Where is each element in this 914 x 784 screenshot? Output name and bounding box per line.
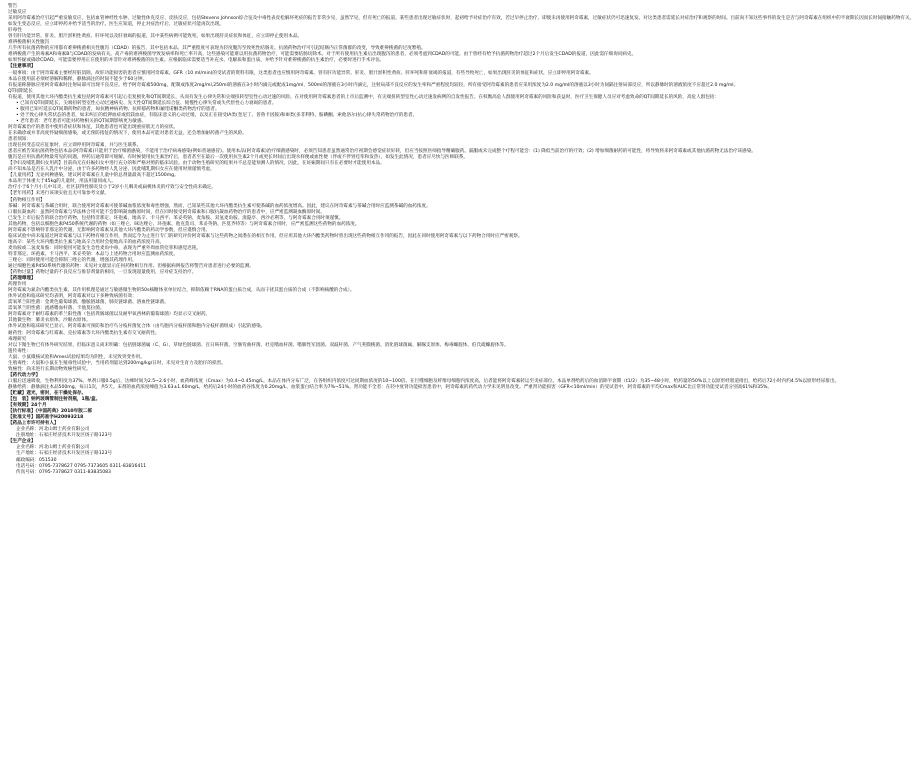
document-line: 企业名称：河北山姆士药业有限公司 xyxy=(16,427,90,433)
document-line: 静脉给药：静脉滴注本品500mg，每日1次，共5天。末剂的血药浓度峰值为3.63±1.60mg/L，给药后24小时的血药谷浓度为0.20mg/L，血浆蛋白结合率为7%~51%。肾功能不全者：在轻中度肾功能损害患者中，阿奇霉素的药代动力学未见明显改变。严重肾功能损害（GFR<10ml/min）的受试者中，阿奇霉素的平均Cmax和AUC比正常肾功能受试者分别高61%和35%。 xyxy=(8,384,772,390)
document-line: 【包 装】钠钙玻璃管制注射剂瓶，1瓶/盒。 xyxy=(8,397,101,403)
document-line: 尚不知本品是否在人乳汁中分泌，由于许多药物经人乳分泌，因此哺乳期妇女应在使用时须谨慎考虑。 xyxy=(8,167,215,173)
document-line: 警告 xyxy=(8,4,18,9)
document-line: 致癌性：尚未进行长期动物致癌性研究。 xyxy=(8,366,91,372)
document-line: 大鼠、小鼠微核试验和Ames试验结果均为阴性，未见致突变作用。 xyxy=(8,354,145,360)
document-line: QT间期延长 xyxy=(8,88,33,94)
document-line: 三唑仑：同时使用可能会抑制三唑仑的代谢，增强其药理作用。 xyxy=(8,257,137,263)
document-line: 地高辛：某些大环内酯类抗生素与地高辛合用时会使地高辛的血药浓度升高。 xyxy=(8,239,165,245)
document-line: 传真号码：0795-7378627 0311-83835083 xyxy=(16,469,111,475)
document-line: • 服用已知可延长QT间期药物的患者，如抗精神病药物、抗抑郁药物和氟喹诺酮类药物治疗的患者。 xyxy=(16,106,220,112)
document-line: 需氧革兰阳性菌：金黄色葡萄球菌、酿脓链球菌、肺炎链球菌、溶血性链球菌。 xyxy=(8,300,169,306)
document-line: 出现任何变态反应征象时，应立即停用阿奇霉素，并与医生联系。 xyxy=(8,143,142,149)
document-line: 有报道称静脉应用阿奇霉素时注射局部可出现不良反应。给予阿奇霉素500mg，配制成浓度2mg/ml,250ml的溶液在3小时内滴完或配成1mg/ml，500ml的溶液在3小时内滴完，注射局部不良反应的发生率和严重程度均较轻。所有接受阿奇霉素的患者应采用浓度为2.0 mg/ml的溶液以3小时为间隔注射局部反应，所以静脉时的溶液浓度不应超过2.0 mg/ml。 xyxy=(8,82,739,88)
document-line: 麦角胺或二氢麦角胺：同时使用可能发生急性麦角中毒，表现为严重外周血管痉挛和感觉迟钝。 xyxy=(8,245,201,251)
document-line: 几乎所有抗菌药物的应用都有难辨梭菌相关性腹泻（CDAD）的报告，其中包括本品。其严重程度可表现为轻度腹泻至致死性结肠炎。抗菌药物治疗可引起结肠内正常菌群的改变，导致难辨梭菌的过度繁殖。 xyxy=(8,46,426,52)
document-line: 【老年用药】未进行该项实验且无可靠参考文献。 xyxy=(8,191,110,197)
document-line: 遗传毒性： xyxy=(8,348,31,354)
document-line: 【生产企业】 xyxy=(8,439,36,445)
document-line: 通过细胞色素P450系统代谢的药物：未见对文献显示任何药物相互作用。但根据病例报告将警告对患者进行必要的监测。 xyxy=(8,264,254,270)
document-line: 耐药性：阿奇霉素与红霉素、克拉霉素等大环内酯类抗生素有交叉耐药性。 xyxy=(8,330,160,336)
document-line: 如发生变态反应，应立即停药并给予适当的治疗。医生应知道，停止对症治疗后，过敏症状可能再次出现。 xyxy=(8,22,224,28)
document-line: 【药品上市许可持有人】 xyxy=(8,421,59,427)
document-line: 【药物相互作用】 xyxy=(8,197,45,203)
document-line: 口服后迅速吸收，生物利用度为37%。单剂口服0.5g后，达峰时间为2.5~2.6小时，血药峰浓度（Cmax）为0.4~0.45mg/L。本品在体内分布广泛，在各组织内浓度可达同期血浓度的10~100倍。在巨噬细胞及纤维母细胞内浓度高，后者能将阿奇霉素转运至炎症部位。本品单剂给药后的血消除半衰期（t1/2）为35~48小时，给药量的50%以上以原形经胆道排出，给药后72小时内约4.5%以原形经尿排出。 xyxy=(8,378,840,384)
document-line: 一般事项：由于阿奇霉素主要经肝脏消除，故肝功能损害的患者应慎用阿奇霉素。GFR（10 ml/min)的受试者的资料有限，这类患者也应慎用阿奇霉素。曾有肝功能异常、肝炎、胆汁淤积性黄疸、肝坏死和肝衰竭的报道，有些导致死亡，如果出现肝炎的体征和症状，应立即停用阿奇霉素。 xyxy=(8,70,594,76)
document-line: 难辨梭菌相关性腹泻 xyxy=(8,40,50,46)
document-line: 【孕妇及哺乳期妇女用药】目前尚无在妊娠妇女中进行充分的和严格对照的临床试验。由于动物生殖研究的结果并不总是能预测人的情况，因此，在妊娠期间只有在必要时才能使用本品。 xyxy=(8,161,385,167)
document-line: 毒理研究 xyxy=(8,336,27,342)
document-line: 患者应被告知抗菌药物包括本品(阿奇霉素)只能用于治疗细菌感染，不能用于治疗病毒感染(例如普通感冒)。使用本品(阿奇霉素)治疗细菌感染时，必须告知患者虽然通常治疗初期会感觉症状好转，但应当按照医师指导精确服药。漏服或未完成整个疗程可能会：(1) 降低当前治疗的疗效；(2) 增加细菌耐药的可能性，将导致将来阿奇霉素或其他抗菌药物无法治疗该感染。 xyxy=(8,149,756,155)
document-line: 【有效期】24个月 xyxy=(8,403,47,409)
document-line: 对以下微生物已有体外研究结果，但临床意义尚未明确：包括链球菌属（C、G）、草绿色链球菌、百日咳杆菌、空肠弯曲杆菌、杜克嗜血杆菌、嗜肺性军团菌、双歧杆菌、产气荚膜梭菌、消化链球菌属、解脲支原体、梅毒螺旋体、伯氏疏螺旋体等。 xyxy=(8,342,509,348)
document-line: 腹泻是应用抗菌药物最常见的问题，停药后通常即可缓解。有时候使用抗生素治疗后，患者甚至在最后一次使用抗生素2个月或更长时间后出现水样便或血性便（伴或不伴胃痉挛和发热），如发生此情况，患者应尽快与医师联系。 xyxy=(8,155,469,161)
document-line: • 已知有QT间期延长、尖端扭转型室性心动过速病史、先天性QT间期延长综合征、缓慢性心律失常或失代偿性心力衰竭的患者。 xyxy=(16,100,277,106)
document-line: 阿奇霉素不影响特非那定的代谢，无影响阿奇霉素及其他大环内酯类的药动学参数，但应谨慎合用。 xyxy=(8,227,211,233)
document-line: 药理作用 xyxy=(8,282,27,288)
document-line: 本品在使用前必须经溶解和稀释，静脉滴注的时间不能少于60分钟。 xyxy=(8,76,148,82)
document-line: 电话号码：0795-7378627 0795-7373605 0311-83816411 xyxy=(16,463,147,469)
document-line: 其他微生物：肺炎衣原体、沙眼衣原体。 xyxy=(8,318,91,324)
document-line: 过敏反应 xyxy=(8,10,27,16)
document-line: 【药物过量】药物过量的不良反应与推荐剂量的相同，一旦发现超量使用，应对症支持治疗。 xyxy=(8,270,197,276)
document-line: 茶碱：阿奇霉素与茶碱合用时，联合使用阿奇霉素可使茶碱血浆浓度和毒性增强，然而，已知某些其他大环内酯类抗生素可使茶碱的血药浓度增高。因此，建议在阿奇霉素与茶碱合用时应监测茶碱的血药浓度。 xyxy=(8,203,431,209)
document-line: 【药代动力学】 xyxy=(8,372,41,378)
document-line: 【贮藏】遮光，密封，在干燥处保存。 xyxy=(8,391,87,396)
document-line: 体外试验和临床研究已显示，阿奇霉素可预防和治疗鸟分枝杆菌复合体（由鸟胞内分枝杆菌和胞内分枝杆菌组成）引起的感染。 xyxy=(8,324,266,330)
document-line: 采用阿奇霉素治疗引起严重发敏反应，包括血管神经性水肿、过敏性休克反应、皮肤反应，包括Stevens Johnson综合征及中毒性表皮松解坏死症的报告非常少见，虽然罕见，但有死亡的报道。某些患者出现过敏症状时，起初给予对症治疗有效，若过早停止治疗，即使未再使用阿奇霉素，过敏症状仍可迅速复发。对这类患者需延长对症治疗和观察的时间。目前尚不知这些事件的发生是否与阿奇霉素在组织中的半衰期长因而长时间接触药物有关。 xyxy=(8,16,914,22)
document-line: 难辨梭菌产生的毒素A和毒素B与CDAD的发病有关。高产毒的难辨梭菌导致发病率和死亡率升高，这些感染可能难以用抗菌药物治疗，可能需要结肠切除术。对于所有使用抗生素后出现腹泻的患者，必须考虑到CDAD的可能。由于曾经有给予抗菌药物治疗超过2个月后发生CDAD的报道，因此需仔细询问病史。 xyxy=(8,52,637,58)
document-line: 其他药物，包括以细胞色素P450系统代谢的药物（如三唑仑、咪达唑仑、环孢素、他克莫司、苯妥英钠、匹莫齐特等）与阿奇霉素合用时，应严密监测这些药物的血药浓度。 xyxy=(8,221,360,227)
document-line: 治疗小于6个月小儿中耳炎、社区获得性肺炎及小于2岁小儿咽炎或扁桃体炎的疗效与安全性尚未确定。 xyxy=(8,185,216,191)
document-line: 【批准文号】国药准字H20093218 xyxy=(8,415,84,421)
document-line: • 老年患者：老年患者可能对药物相关的QT间期影响更为敏感。 xyxy=(16,118,147,124)
document-line: 生殖毒性：大鼠和小鼠在生殖毒性试验中，当用药剂量达到200mg/kg/日时，未见对生育力及胎仔的损害。 xyxy=(8,360,226,366)
document-line: 【注意事项】 xyxy=(8,64,36,70)
document-line: • 处于致心律失常状态的患者，如未纠正的低钾血症或低镁血症，有临床意义的心动过缓，以及正在接受IA类(奎尼丁、普鲁卡因胺)和III类(多非利特、胺碘酮、索他洛尔)抗心律失常药物治疗的患者。 xyxy=(16,112,418,118)
document-line: 曾有肝功能异常、肝炎、胆汁淤积性黄疸、肝坏死以及肝衰竭的报道，其中某些病例可能致死。如果出现肝炎症状和体征，应立即停止使用本品。 xyxy=(8,34,303,40)
document-line: 阿奇霉素治疗的患者中使用者症状和体征，其他患者也可能出现重症肌无力的症状。 xyxy=(8,124,178,130)
document-line: 体外试验和临床研究均表明，阿奇霉素对以下多种致病菌有效： xyxy=(8,294,137,300)
document-line: 本品用于体重大于45kg的儿童时，用法用量同成人。 xyxy=(8,179,116,185)
document-line: 注册地址：石家庄经济技术开发区扬子路123号 xyxy=(16,433,113,439)
document-line: 在未确诊或并非高度怀疑细菌感染，或无预防指征的情况下，使用本品可能对患者无益，还会增加耐药菌产生的风险。 xyxy=(8,130,247,136)
document-line: 生产地址：石家庄经济技术开发区扬子路123号 xyxy=(16,451,113,457)
document-line: 特非那定、环孢素、卡马西平、苯妥英钠：本品与上述药物合用时应监测血药浓度。 xyxy=(8,251,178,257)
document-line: 肝毒性 xyxy=(8,28,22,34)
document-line: 阿奇霉素对于耐红霉素的革兰阳性菌（包括粪肠球菌以及耐甲氧西林的葡萄球菌）均显示交叉耐药。 xyxy=(8,312,211,318)
document-line: 需氧革兰阴性菌：流感嗜血杆菌、卡他莫拉菌。 xyxy=(8,306,105,312)
document-line: 患者须知： xyxy=(8,137,31,143)
document-line: 【儿童用药】无论何种感染，建议阿奇霉素在儿童中的总剂量最高不超过1500mg。 xyxy=(8,173,179,179)
document-line: 口服抗凝血药：虽然阿奇霉素与华法林合用可能不会影响凝血酶原时间，但在同时接受阿奇霉素和口服抗凝血药物治疗的患者中，应严密监测凝血酶原时间。 xyxy=(8,209,325,215)
document-line: 【药理毒理】 xyxy=(8,276,36,282)
document-line: 【执行标准】《中国药典》2010年版二部 xyxy=(8,409,92,415)
document-line: 阿奇霉素为氮杂内酯类抗生素，其作用机理是通过与敏感微生物的50s核糖体亚单位结合，抑制依赖于RNA的蛋白质合成，从而干扰其蛋白质的合成（不影响核酸的合成）。 xyxy=(8,288,355,294)
document-line: 如果怀疑或确诊CDAD，可能需要停用正在使用的并非针对难辨梭菌的抗生素。应根据临床需要适当补充水、电解质和蛋白质，并给予针对难辨梭菌的抗生素治疗，必要时进行手术评估。 xyxy=(8,58,385,64)
document-line: 有报道，使用其他大环内酯类抗生素包括阿奇霉素可引起心室复极化和QT间期延长，从而有发生心律失常和尖端扭转型室性心动过速的风险。在对使用阿奇霉素患者的上市后监测中，有尖端扭转型室性心动过速发病例的自发性报告。在权衡高危人群使用阿奇霉素的风险和获益时，医疗卫生保健人员应对考虑致命的QT间期延长的风险，高危人群包括： xyxy=(8,94,720,100)
document-line: 邮政编码：051530 xyxy=(16,457,57,463)
document-line: 已发生上市后报告的联合治疗药物，包括特非那定、环孢素、地高辛、卡马西平、苯妥英钠、麦角胺、双氢麦角胺、溴隐亭、西沙必利等，与阿奇霉素合用时须谨慎。 xyxy=(8,215,344,221)
document-line: 企业名称：河北山姆士药业有限公司 xyxy=(16,445,90,451)
document-line: 临床试验中尚未报道过阿奇霉素与以下药物有相互作用，然而迄今为止进行专门的研究评价阿奇霉素与这些药物之间潜在的相互作用。但应用其他大环内酯类药物时曾出现这些药物相互作用的报告，因此在同时使用阿奇霉素与以下药物合用时应严密观察。 xyxy=(8,233,523,239)
